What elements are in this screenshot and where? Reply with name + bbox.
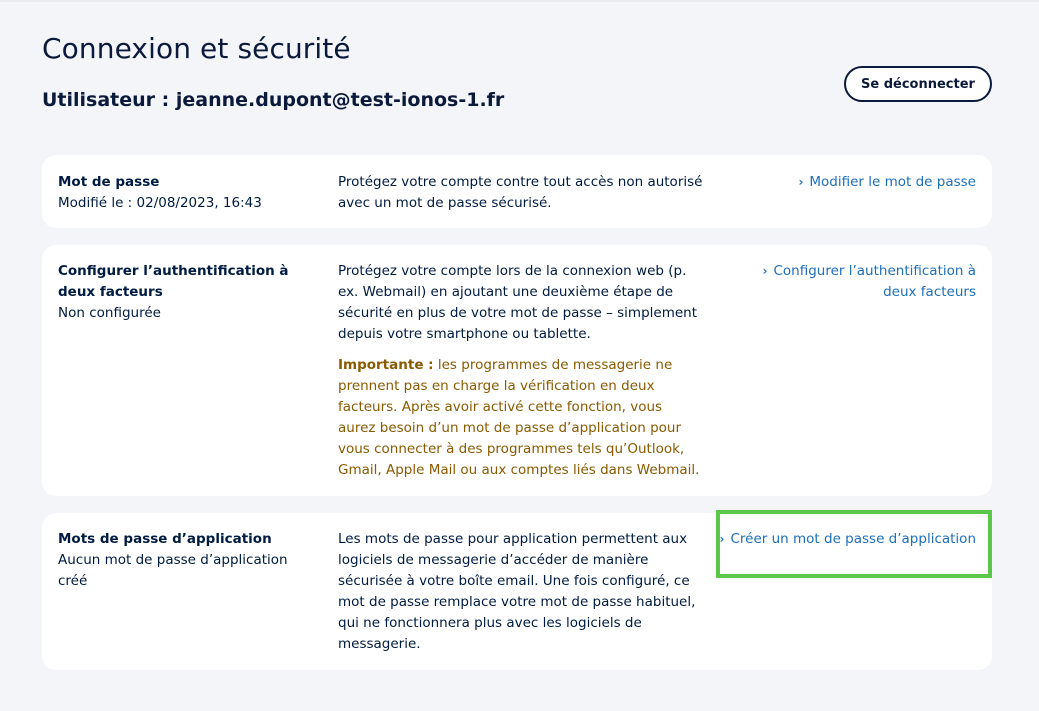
link-label: Créer un mot de passe d’application	[730, 531, 976, 547]
section-description: Protégez votre compte lors de la connexion web (p. ex. Webmail) en ajoutant une deuxième étape de sécurité en plus de votre mot de passe – simplement depuis votre smartphone ou tablette.	[338, 263, 697, 342]
section-status: Aucun mot de passe d’application créé	[58, 552, 288, 589]
create-app-password-link[interactable]	[706, 529, 976, 550]
link-label: Modifier le mot de passe	[809, 174, 976, 190]
two-factor-description-block	[338, 261, 703, 481]
important-note	[338, 355, 703, 481]
section-status: Modifié le : 02/08/2023, 16:43	[58, 195, 262, 211]
section-status: Non configurée	[58, 305, 161, 321]
page-title: Connexion et sécurité	[42, 32, 351, 65]
two-factor-card	[42, 245, 992, 496]
two-factor-info	[58, 261, 320, 324]
section-label: Configurer l’authentification à deux facteurs	[58, 263, 289, 300]
modify-password-link[interactable]	[706, 172, 976, 193]
section-label: Mots de passe d’application	[58, 531, 272, 547]
configure-2fa-link[interactable]	[726, 261, 976, 303]
section-label: Mot de passe	[58, 174, 160, 190]
note-strong: Importante :	[338, 357, 434, 373]
logout-button[interactable]: Se déconnecter	[844, 66, 992, 102]
top-divider	[0, 0, 1039, 2]
chevron-right-icon: ›	[798, 175, 804, 189]
app-passwords-card	[42, 513, 992, 670]
link-label: Configurer l’authentification à deux facteurs	[773, 263, 976, 300]
chevron-right-icon: ›	[719, 532, 725, 546]
user-line: Utilisateur : jeanne.dupont@test-ionos-1.fr	[42, 89, 505, 111]
password-card	[42, 155, 992, 228]
app-passwords-info	[58, 529, 320, 592]
password-info	[58, 172, 320, 214]
section-description: Les mots de passe pour application permettent aux logiciels de messagerie d’accéder de manière sécurisée à votre boîte email. Une fois configuré, ce mot de passe remplace votre mot de passe habituel, qui ne fonctionnera plus avec les logiciels de messagerie.	[338, 531, 696, 652]
note-text: les programmes de messagerie ne prennent pas en charge la vérification en deux facteurs. Après avoir activé cette fonction, vous aurez besoin d’un mot de passe d’application pour vous connecter à des programmes tels qu’Outlook, Gmail, Apple Mail ou aux comptes liés dans Webmail.	[338, 357, 700, 478]
chevron-right-icon: ›	[762, 264, 768, 278]
section-description: Protégez votre compte contre tout accès non autorisé avec un mot de passe sécurisé.	[338, 174, 703, 211]
